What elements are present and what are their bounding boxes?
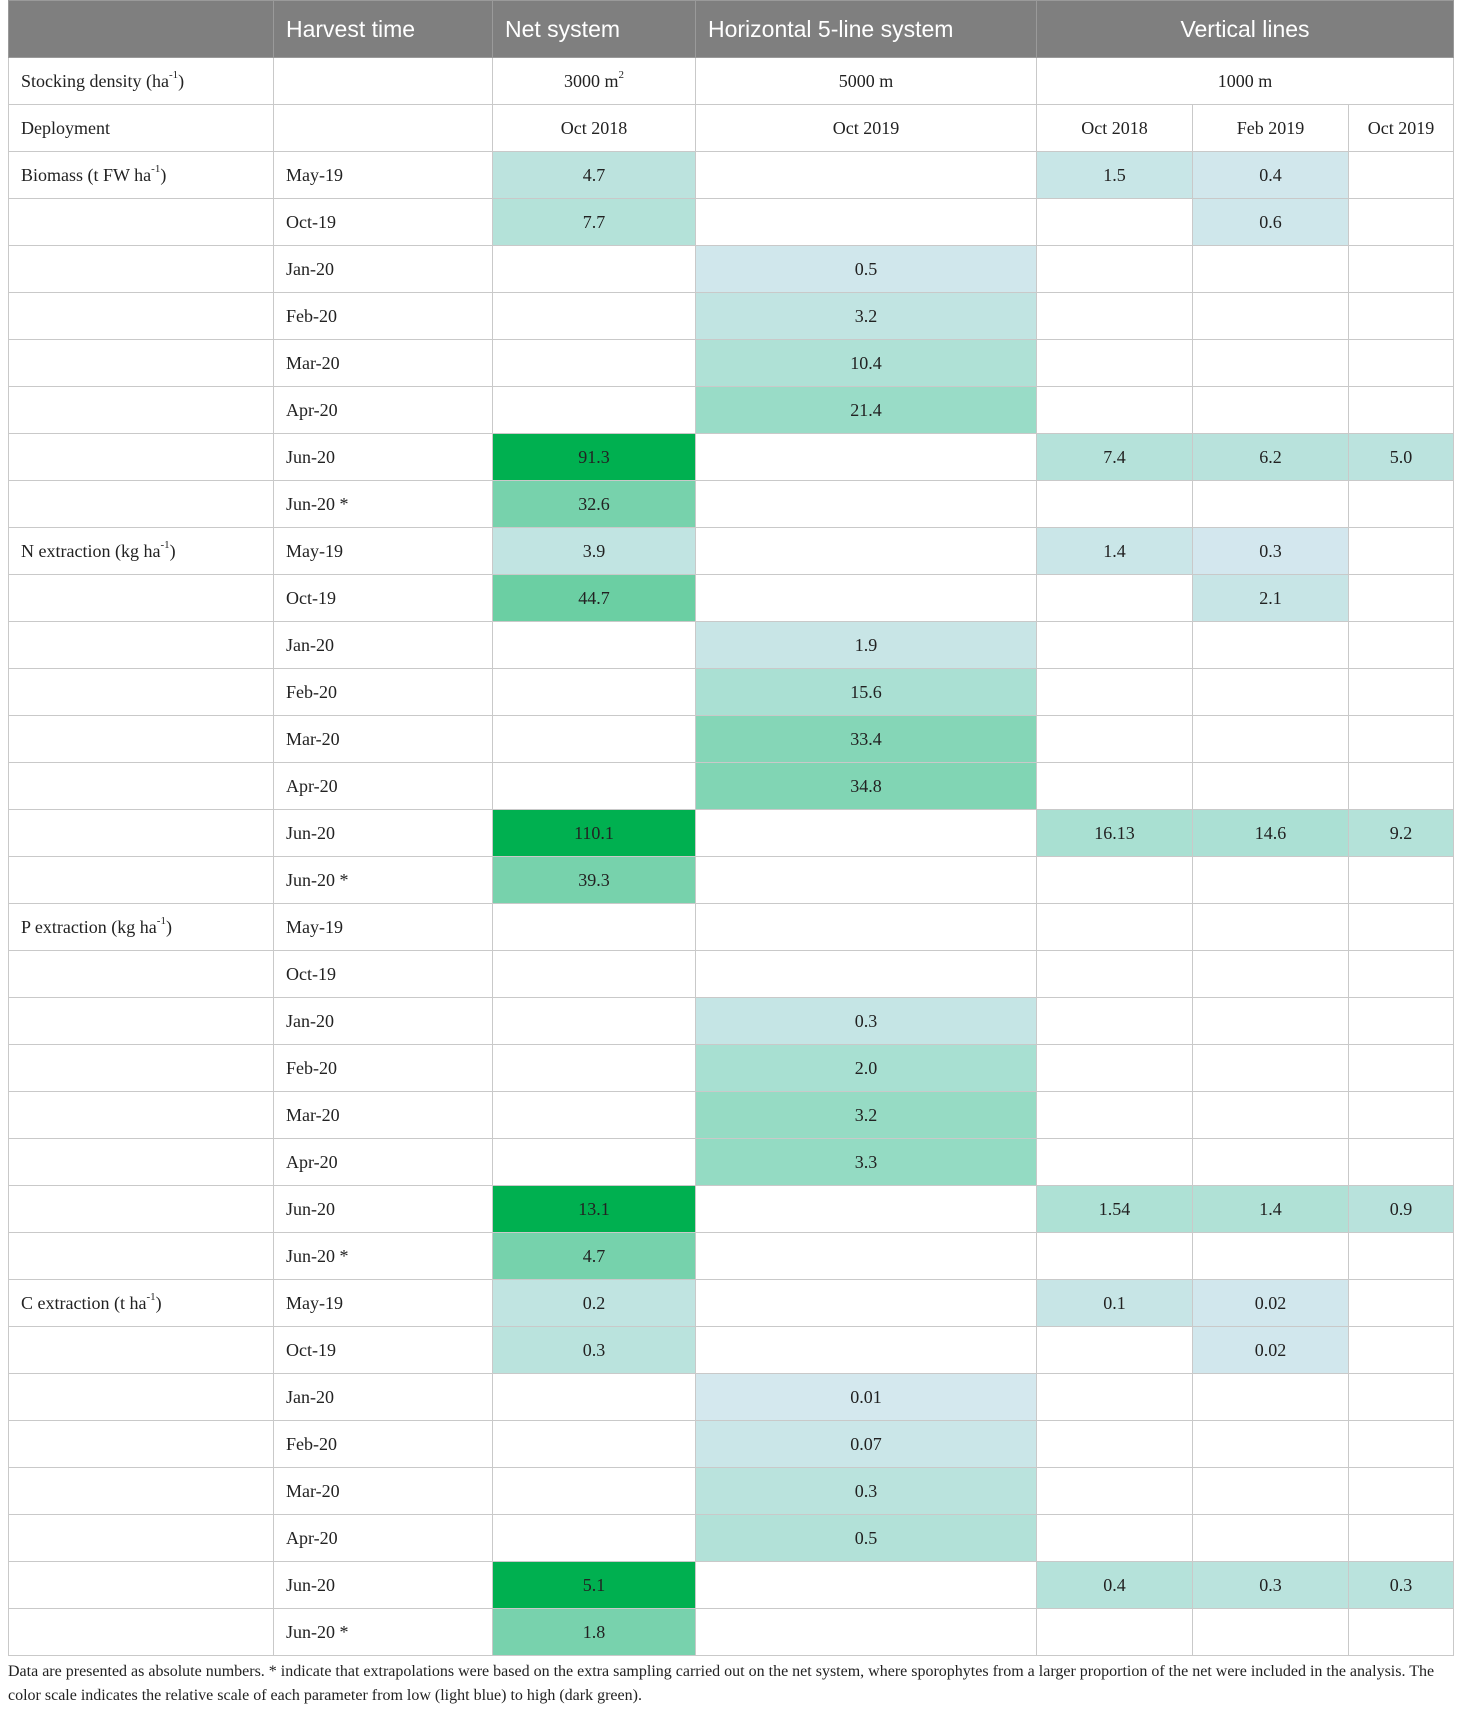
- value-cell-v1: [1037, 716, 1193, 763]
- value-cell-v2: 2.1: [1193, 575, 1349, 622]
- table-row: [9, 387, 1454, 434]
- harvest-time-cell: Mar-20: [274, 1468, 493, 1515]
- value-cell-v2: [1193, 387, 1349, 434]
- value-cell-v1: [1037, 199, 1193, 246]
- value-cell-v2: 0.02: [1193, 1280, 1349, 1327]
- harvest-time-cell: Feb-20: [274, 1421, 493, 1468]
- value-cell-hor: 33.4: [696, 716, 1037, 763]
- value-cell-net: [493, 951, 696, 998]
- value-cell-hor: [696, 904, 1037, 951]
- value-cell-net: 32.6: [493, 481, 696, 528]
- value-cell-v2: [1193, 669, 1349, 716]
- value-cell-net: [493, 1468, 696, 1515]
- table-row: [9, 1562, 1454, 1609]
- value-cell-hor: [696, 810, 1037, 857]
- parameter-label-empty: [9, 1092, 274, 1139]
- value-cell-v1: [1037, 1233, 1193, 1280]
- value-cell-v2: [1193, 1092, 1349, 1139]
- value-cell-v2: 0.4: [1193, 152, 1349, 199]
- value-cell-v1: [1037, 246, 1193, 293]
- parameter-label: Biomass (t FW $ha^{-1}$): [9, 152, 274, 199]
- value-cell-v2: [1193, 1515, 1349, 1562]
- value-cell-v2: [1193, 1609, 1349, 1656]
- deployment-row: [9, 105, 1454, 152]
- value-cell-net: [493, 622, 696, 669]
- value-cell-hor: 21.4: [696, 387, 1037, 434]
- value-cell-v1: [1037, 481, 1193, 528]
- value-cell-net: 5.1: [493, 1562, 696, 1609]
- harvest-time-cell: Jan-20: [274, 1374, 493, 1421]
- value-cell-v2: [1193, 951, 1349, 998]
- value-cell-v2: 0.02: [1193, 1327, 1349, 1374]
- value-cell-v1: [1037, 293, 1193, 340]
- value-cell-net: 39.3: [493, 857, 696, 904]
- value-cell-net: [493, 1515, 696, 1562]
- value-cell-v3: [1349, 1515, 1454, 1562]
- table-row: [9, 716, 1454, 763]
- harvest-time-cell: Jun-20: [274, 434, 493, 481]
- harvest-time-cell: Apr-20: [274, 763, 493, 810]
- value-cell-v3: [1349, 622, 1454, 669]
- value-cell-net: [493, 998, 696, 1045]
- value-cell-v2: 0.3: [1193, 1562, 1349, 1609]
- harvest-time-cell: Mar-20: [274, 716, 493, 763]
- value-cell-hor: 0.07: [696, 1421, 1037, 1468]
- table-row: [9, 1327, 1454, 1374]
- value-cell-v1: [1037, 575, 1193, 622]
- value-cell-hor: [696, 199, 1037, 246]
- value-cell-v2: 6.2: [1193, 434, 1349, 481]
- header-corner: [9, 1, 274, 58]
- parameter-label-empty: [9, 340, 274, 387]
- value-cell-v1: [1037, 1045, 1193, 1092]
- value-cell-hor: [696, 1609, 1037, 1656]
- harvest-time-cell: Feb-20: [274, 293, 493, 340]
- parameter-label-empty: [9, 810, 274, 857]
- harvest-time-cell: Feb-20: [274, 1045, 493, 1092]
- stocking-density-vertical: 1000 m: [1037, 58, 1454, 105]
- value-cell-v2: 1.4: [1193, 1186, 1349, 1233]
- value-cell-net: [493, 669, 696, 716]
- table-row: [9, 1045, 1454, 1092]
- value-cell-v2: [1193, 1374, 1349, 1421]
- value-cell-v1: 1.4: [1037, 528, 1193, 575]
- value-cell-v3: 0.9: [1349, 1186, 1454, 1233]
- value-cell-v1: [1037, 340, 1193, 387]
- parameter-label-empty: [9, 199, 274, 246]
- value-cell-hor: 3.2: [696, 1092, 1037, 1139]
- parameter-label-empty: [9, 1468, 274, 1515]
- table-row: [9, 998, 1454, 1045]
- value-cell-net: 1.8: [493, 1609, 696, 1656]
- table-row: [9, 622, 1454, 669]
- value-cell-hor: [696, 481, 1037, 528]
- value-cell-v3: [1349, 1609, 1454, 1656]
- value-cell-v3: [1349, 528, 1454, 575]
- parameter-label-empty: [9, 669, 274, 716]
- value-cell-v1: [1037, 387, 1193, 434]
- value-cell-v1: 0.4: [1037, 1562, 1193, 1609]
- table-header: [9, 1, 1454, 58]
- value-cell-v3: [1349, 1139, 1454, 1186]
- value-cell-v2: [1193, 857, 1349, 904]
- parameter-label-empty: [9, 951, 274, 998]
- value-cell-net: [493, 1139, 696, 1186]
- header-harvest-time: Harvest time: [274, 1, 493, 58]
- value-cell-v1: [1037, 1374, 1193, 1421]
- harvest-time-cell: Jun-20: [274, 1186, 493, 1233]
- harvest-time-cell: May-19: [274, 904, 493, 951]
- value-cell-v1: [1037, 857, 1193, 904]
- value-cell-v2: [1193, 1045, 1349, 1092]
- value-cell-net: 4.7: [493, 1233, 696, 1280]
- value-cell-hor: [696, 1186, 1037, 1233]
- deployment-horizontal: Oct 2019: [696, 105, 1037, 152]
- table-row: [9, 1374, 1454, 1421]
- parameter-label-empty: [9, 622, 274, 669]
- value-cell-v3: [1349, 1327, 1454, 1374]
- harvest-time-cell: Apr-20: [274, 387, 493, 434]
- value-cell-v2: [1193, 1139, 1349, 1186]
- table-row: [9, 1233, 1454, 1280]
- table-row: [9, 810, 1454, 857]
- table-row: [9, 1280, 1454, 1327]
- data-table: [8, 0, 1454, 1656]
- stocking-density-row: [9, 58, 1454, 105]
- harvest-time-cell: Jan-20: [274, 998, 493, 1045]
- value-cell-hor: 3.2: [696, 293, 1037, 340]
- table-row: [9, 528, 1454, 575]
- value-cell-v3: 0.3: [1349, 1562, 1454, 1609]
- stocking-density-empty: [274, 58, 493, 105]
- table-row: [9, 246, 1454, 293]
- value-cell-v3: [1349, 152, 1454, 199]
- value-cell-v1: [1037, 998, 1193, 1045]
- table-row: [9, 1609, 1454, 1656]
- harvest-time-cell: Jun-20 *: [274, 1233, 493, 1280]
- parameter-label-empty: [9, 998, 274, 1045]
- value-cell-v1: [1037, 1515, 1193, 1562]
- harvest-time-cell: Apr-20: [274, 1515, 493, 1562]
- table-row: [9, 1186, 1454, 1233]
- value-cell-hor: 0.01: [696, 1374, 1037, 1421]
- value-cell-hor: [696, 1280, 1037, 1327]
- parameter-label-empty: [9, 1374, 274, 1421]
- harvest-time-cell: Mar-20: [274, 1092, 493, 1139]
- table-footnote: Data are presented as absolute numbers. * indicate that extrapolations were based on the extra sampling carried out on the net system, where sporophytes from a larger proportion of the net were included in the analysis. The color scale indicates the relative scale of each parameter from low (light blue) to high (dark green).: [8, 1663, 1435, 1704]
- table-body: [9, 58, 1454, 1656]
- value-cell-v1: [1037, 951, 1193, 998]
- value-cell-v1: [1037, 763, 1193, 810]
- value-cell-v3: [1349, 481, 1454, 528]
- value-cell-net: [493, 246, 696, 293]
- harvest-time-cell: Mar-20: [274, 340, 493, 387]
- value-cell-hor: 1.9: [696, 622, 1037, 669]
- value-cell-net: [493, 1092, 696, 1139]
- parameter-label-empty: [9, 716, 274, 763]
- value-cell-hor: 3.3: [696, 1139, 1037, 1186]
- value-cell-v2: [1193, 716, 1349, 763]
- parameter-label-empty: [9, 1327, 274, 1374]
- value-cell-v3: [1349, 246, 1454, 293]
- value-cell-v3: [1349, 1421, 1454, 1468]
- harvest-time-cell: Oct-19: [274, 951, 493, 998]
- value-cell-v2: [1193, 1468, 1349, 1515]
- value-cell-hor: 0.3: [696, 1468, 1037, 1515]
- table-row: [9, 340, 1454, 387]
- value-cell-v1: [1037, 1327, 1193, 1374]
- table-row: [9, 669, 1454, 716]
- parameter-label-empty: [9, 1562, 274, 1609]
- value-cell-hor: [696, 857, 1037, 904]
- value-cell-v1: [1037, 669, 1193, 716]
- value-cell-net: 44.7: [493, 575, 696, 622]
- table-row: [9, 152, 1454, 199]
- parameter-label: C extraction (t $ha^{-1}$): [9, 1280, 274, 1327]
- table-row: [9, 199, 1454, 246]
- harvest-time-cell: Jun-20 *: [274, 1609, 493, 1656]
- value-cell-v2: [1193, 340, 1349, 387]
- harvest-time-cell: May-19: [274, 1280, 493, 1327]
- value-cell-v3: [1349, 669, 1454, 716]
- table-row: [9, 1139, 1454, 1186]
- harvest-time-cell: May-19: [274, 152, 493, 199]
- value-cell-hor: [696, 575, 1037, 622]
- harvest-time-cell: Jan-20: [274, 622, 493, 669]
- value-cell-net: [493, 716, 696, 763]
- parameter-label-empty: [9, 387, 274, 434]
- value-cell-v1: [1037, 622, 1193, 669]
- value-cell-v1: 7.4: [1037, 434, 1193, 481]
- parameter-label: N extraction (kg $ha^{-1}$): [9, 528, 274, 575]
- harvest-time-cell: Oct-19: [274, 1327, 493, 1374]
- value-cell-v1: [1037, 1139, 1193, 1186]
- harvest-time-cell: Jun-20 *: [274, 857, 493, 904]
- table-row: [9, 763, 1454, 810]
- harvest-time-cell: May-19: [274, 528, 493, 575]
- value-cell-net: [493, 293, 696, 340]
- table-row: [9, 1092, 1454, 1139]
- value-cell-v3: [1349, 199, 1454, 246]
- table-row: [9, 1468, 1454, 1515]
- harvest-time-cell: Jun-20 *: [274, 481, 493, 528]
- parameter-label-empty: [9, 1421, 274, 1468]
- value-cell-hor: [696, 528, 1037, 575]
- parameter-label-empty: [9, 763, 274, 810]
- value-cell-net: [493, 904, 696, 951]
- table-row: [9, 951, 1454, 998]
- value-cell-hor: 15.6: [696, 669, 1037, 716]
- value-cell-v3: [1349, 1280, 1454, 1327]
- parameter-label-empty: [9, 481, 274, 528]
- deployment-vertical-3: Oct 2019: [1349, 105, 1454, 152]
- value-cell-hor: [696, 1233, 1037, 1280]
- value-cell-net: [493, 387, 696, 434]
- value-cell-hor: [696, 1562, 1037, 1609]
- value-cell-net: 110.1: [493, 810, 696, 857]
- value-cell-v2: [1193, 998, 1349, 1045]
- value-cell-v3: [1349, 763, 1454, 810]
- value-cell-v2: 0.3: [1193, 528, 1349, 575]
- value-cell-v3: [1349, 1045, 1454, 1092]
- value-cell-v3: [1349, 575, 1454, 622]
- parameter-label-empty: [9, 1609, 274, 1656]
- value-cell-v2: [1193, 293, 1349, 340]
- value-cell-net: [493, 1374, 696, 1421]
- value-cell-net: 3.9: [493, 528, 696, 575]
- deployment-empty: [274, 105, 493, 152]
- stocking-density-horizontal: 5000 m: [696, 58, 1037, 105]
- parameter-label-empty: [9, 857, 274, 904]
- value-cell-v1: 0.1: [1037, 1280, 1193, 1327]
- harvest-time-cell: Jan-20: [274, 246, 493, 293]
- value-cell-hor: [696, 152, 1037, 199]
- value-cell-v3: [1349, 1092, 1454, 1139]
- value-cell-hor: 0.3: [696, 998, 1037, 1045]
- parameter-label-empty: [9, 1515, 274, 1562]
- value-cell-v2: [1193, 622, 1349, 669]
- value-cell-v3: [1349, 1233, 1454, 1280]
- value-cell-hor: [696, 434, 1037, 481]
- value-cell-hor: 0.5: [696, 246, 1037, 293]
- header-horizontal-system: Horizontal 5-line system: [696, 1, 1037, 58]
- value-cell-net: [493, 340, 696, 387]
- value-cell-v3: [1349, 951, 1454, 998]
- harvest-time-cell: Jun-20: [274, 810, 493, 857]
- table-row: [9, 575, 1454, 622]
- parameter-label-empty: [9, 1139, 274, 1186]
- table-row: [9, 434, 1454, 481]
- value-cell-hor: 34.8: [696, 763, 1037, 810]
- value-cell-v1: [1037, 1421, 1193, 1468]
- value-cell-v1: [1037, 1092, 1193, 1139]
- header-net-system: Net system: [493, 1, 696, 58]
- value-cell-hor: 2.0: [696, 1045, 1037, 1092]
- value-cell-v3: [1349, 387, 1454, 434]
- value-cell-v3: [1349, 857, 1454, 904]
- value-cell-net: 13.1: [493, 1186, 696, 1233]
- parameter-label-empty: [9, 575, 274, 622]
- value-cell-net: [493, 763, 696, 810]
- parameter-label-empty: [9, 246, 274, 293]
- parameter-label-empty: [9, 1233, 274, 1280]
- header-vertical-lines: Vertical lines: [1037, 1, 1454, 58]
- value-cell-net: 0.2: [493, 1280, 696, 1327]
- value-cell-v1: 16.13: [1037, 810, 1193, 857]
- table-row: [9, 857, 1454, 904]
- value-cell-hor: [696, 951, 1037, 998]
- parameter-label: P extraction (kg $ha^{-1}$): [9, 904, 274, 951]
- harvest-time-cell: Jun-20: [274, 1562, 493, 1609]
- value-cell-v1: [1037, 904, 1193, 951]
- deployment-net: Oct 2018: [493, 105, 696, 152]
- value-cell-v3: 5.0: [1349, 434, 1454, 481]
- value-cell-net: [493, 1045, 696, 1092]
- harvest-time-cell: Oct-19: [274, 575, 493, 622]
- table-row: [9, 293, 1454, 340]
- harvest-time-cell: Apr-20: [274, 1139, 493, 1186]
- value-cell-net: 7.7: [493, 199, 696, 246]
- parameter-label-empty: [9, 434, 274, 481]
- value-cell-v3: [1349, 1468, 1454, 1515]
- value-cell-v1: 1.54: [1037, 1186, 1193, 1233]
- value-cell-v2: [1193, 904, 1349, 951]
- table-row: [9, 1421, 1454, 1468]
- value-cell-v1: [1037, 1609, 1193, 1656]
- value-cell-v2: [1193, 763, 1349, 810]
- value-cell-v2: 0.6: [1193, 199, 1349, 246]
- parameter-label-empty: [9, 293, 274, 340]
- value-cell-v3: [1349, 716, 1454, 763]
- value-cell-v3: [1349, 904, 1454, 951]
- value-cell-hor: 10.4: [696, 340, 1037, 387]
- table-row: [9, 904, 1454, 951]
- value-cell-net: 0.3: [493, 1327, 696, 1374]
- value-cell-v3: [1349, 293, 1454, 340]
- value-cell-net: 91.3: [493, 434, 696, 481]
- value-cell-v1: 1.5: [1037, 152, 1193, 199]
- stocking-density-net: 3000 $m^2$: [493, 58, 696, 105]
- harvest-time-cell: Feb-20: [274, 669, 493, 716]
- value-cell-hor: 0.5: [696, 1515, 1037, 1562]
- deployment-label: Deployment: [9, 105, 274, 152]
- table-row: [9, 1515, 1454, 1562]
- value-cell-v2: 14.6: [1193, 810, 1349, 857]
- value-cell-v2: [1193, 481, 1349, 528]
- value-cell-v1: [1037, 1468, 1193, 1515]
- table-row: [9, 481, 1454, 528]
- value-cell-v3: [1349, 1374, 1454, 1421]
- deployment-vertical-2: Feb 2019: [1193, 105, 1349, 152]
- stocking-density-label: Stocking density $(ha^{-1})$: [9, 58, 274, 105]
- value-cell-v2: [1193, 246, 1349, 293]
- parameter-label-empty: [9, 1045, 274, 1092]
- deployment-vertical-1: Oct 2018: [1037, 105, 1193, 152]
- value-cell-hor: [696, 1327, 1037, 1374]
- value-cell-v3: [1349, 998, 1454, 1045]
- parameter-label-empty: [9, 1186, 274, 1233]
- harvest-time-cell: Oct-19: [274, 199, 493, 246]
- value-cell-net: [493, 1421, 696, 1468]
- value-cell-v3: 9.2: [1349, 810, 1454, 857]
- value-cell-v2: [1193, 1421, 1349, 1468]
- value-cell-v3: [1349, 340, 1454, 387]
- value-cell-net: 4.7: [493, 152, 696, 199]
- value-cell-v2: [1193, 1233, 1349, 1280]
